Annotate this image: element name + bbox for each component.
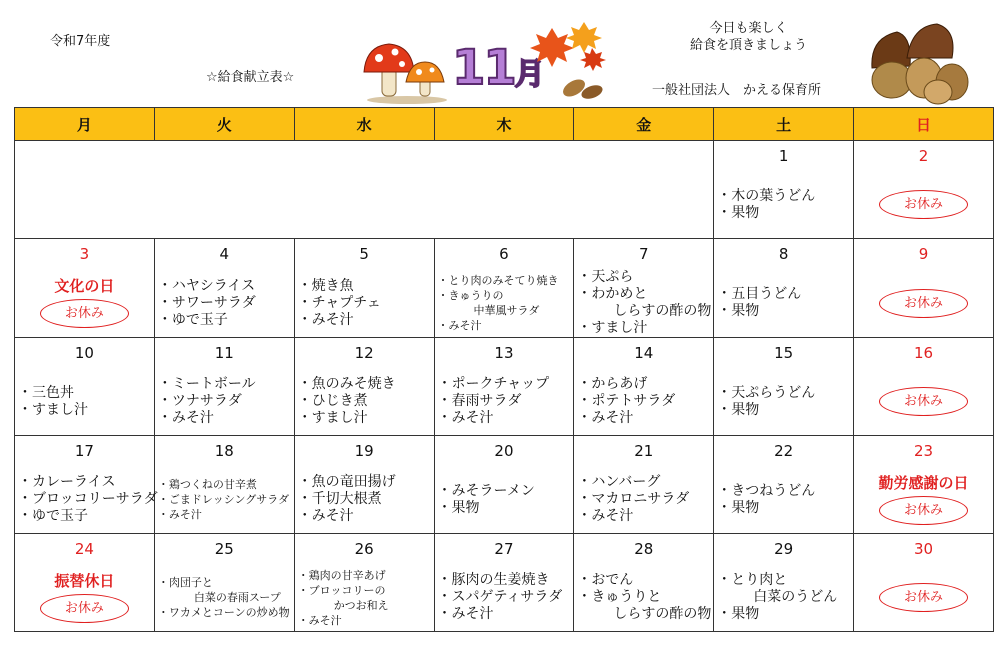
menu-item: ・ワカメとコーンの炒め物: [157, 606, 290, 619]
menu-item: ・鶏肉の甘辛あげ: [297, 568, 386, 582]
menu-item: しらすの酢の物: [613, 606, 712, 622]
day-off-badge: お休み: [879, 190, 968, 219]
menu-cell: [294, 269, 434, 338]
menu-item: ・果物: [717, 606, 760, 622]
menu-cell: [434, 368, 574, 436]
menu-item: かつお和え: [333, 598, 389, 612]
week-menu-row: [15, 269, 994, 338]
menu-item: ・ゆで玉子: [18, 508, 88, 524]
menu-item: 白菜の春雨スープ: [193, 591, 281, 604]
date-number: 27: [434, 534, 574, 565]
menu-item: しらすの酢の物: [613, 303, 712, 319]
menu-cell: [714, 368, 854, 436]
date-number: 20: [434, 436, 574, 467]
organization-name: 一般社団法人 かえる保育所: [652, 83, 822, 98]
menu-cell: [294, 564, 434, 632]
holiday-cell: [15, 564, 155, 632]
date-number: 25: [154, 534, 294, 565]
menu-cell: [15, 368, 155, 436]
menu-item: ・みそ汁: [437, 410, 494, 426]
chestnuts-icon: [862, 18, 972, 106]
greeting: [690, 20, 807, 54]
menu-item: ・サワーサラダ: [157, 294, 256, 311]
greeting-line-1: 今日も楽しく: [709, 21, 788, 36]
day-off-badge: お休み: [879, 496, 968, 525]
weekday-mon: 月: [15, 108, 155, 141]
menu-item: ・きゅうりと: [577, 589, 662, 605]
menu-cell: [154, 564, 294, 632]
date-number: 28: [574, 534, 714, 565]
menu-item: ・ポークチャップ: [437, 376, 550, 392]
date-number: 12: [294, 338, 434, 369]
date-number: 18: [154, 436, 294, 467]
menu-item: ・魚の竜田揚げ: [297, 474, 396, 490]
date-number: 11: [154, 338, 294, 369]
menu-item: ・きゅうりの: [437, 289, 504, 302]
date-number: 22: [714, 436, 854, 467]
menu-cell: [15, 466, 158, 534]
menu-item: ・チャプチェ: [297, 294, 381, 311]
menu-item: ・ブロッコリーの: [297, 583, 386, 597]
date-number: 29: [714, 534, 854, 565]
menu-item: ・わかめと: [577, 286, 648, 302]
fiscal-year: 令和7年度: [50, 34, 111, 49]
maple-leaves-icon: [522, 18, 617, 103]
date-number: 13: [434, 338, 574, 369]
menu-item: ・天ぷらうどん: [717, 384, 816, 401]
menu-item: ・ポテトサラダ: [577, 393, 676, 409]
menu-cell: [154, 466, 294, 534]
menu-item: ・きつねうどん: [717, 482, 816, 499]
menu-item: ・とり肉と: [717, 572, 788, 588]
date-number: 16: [854, 338, 994, 369]
date-number: 19: [294, 436, 434, 467]
week-date-row: [15, 436, 994, 467]
menu-item: ・みそ汁: [437, 319, 482, 332]
weekday-wed: 水: [294, 108, 434, 141]
menu-item: ・みそ汁: [577, 508, 634, 524]
mushroom-icon: [362, 40, 452, 105]
menu-cell: [714, 171, 854, 239]
week-date-row: [15, 534, 994, 565]
menu-item: ・肉団子と: [157, 576, 213, 589]
menu-item: ・果物: [717, 303, 760, 319]
holiday-name: 文化の日: [54, 277, 115, 295]
date-number: 4: [154, 239, 294, 270]
menu-item: ・ハヤシライス: [157, 277, 256, 294]
day-off-badge: お休み: [879, 289, 968, 318]
holiday-name: 振替休日: [54, 571, 115, 590]
date-number: 5: [294, 239, 434, 270]
menu-item: ・スパゲティサラダ: [437, 589, 563, 605]
week-menu-row: [15, 564, 994, 632]
menu-item: ・果物: [717, 499, 760, 516]
menu-item: ・からあげ: [577, 376, 648, 392]
menu-cell: [714, 564, 854, 632]
date-number: 15: [714, 338, 854, 369]
menu-item: 中華風サラダ: [473, 304, 540, 317]
menu-item: ・みそ汁: [437, 606, 494, 622]
menu-item: ・ツナサラダ: [157, 393, 242, 409]
menu-item: ・みそ汁: [577, 410, 634, 426]
holiday-cell: [854, 564, 994, 632]
menu-item: ・ブロッコリーサラダ: [18, 491, 158, 507]
week-date-row: [15, 141, 994, 172]
menu-cell: [154, 269, 294, 338]
date-number: 2: [854, 141, 994, 172]
menu-cell: [574, 564, 714, 632]
month-kanji: 月: [514, 57, 543, 92]
menu-item: ・すまし汁: [297, 410, 368, 426]
week-date-row: [15, 239, 994, 270]
menu-calendar: [14, 107, 994, 632]
menu-title: ☆給食献立表☆: [206, 70, 295, 85]
menu-item: ・春雨サラダ: [437, 393, 522, 409]
date-number: 14: [574, 338, 714, 369]
menu-cell: [714, 269, 854, 338]
greeting-line-2: 給食を頂きましょう: [690, 38, 808, 53]
menu-item: ・みそ汁: [297, 508, 354, 524]
date-number: 8: [714, 239, 854, 270]
menu-item: ・天ぷら: [577, 269, 634, 285]
menu-item: ・果物: [437, 499, 480, 516]
week-menu-row: [15, 466, 994, 534]
menu-item: ・みそ汁: [157, 508, 202, 521]
menu-cell: [154, 368, 294, 436]
day-off-badge: お休み: [879, 583, 968, 612]
menu-item: ・みそラーメン: [437, 482, 535, 499]
menu-item: ・すまし汁: [18, 401, 88, 418]
date-number: 24: [15, 534, 155, 565]
empty-cell: [15, 141, 714, 239]
date-number: 21: [574, 436, 714, 467]
day-off-badge: お休み: [879, 387, 968, 416]
menu-item: ・ハンバーグ: [577, 474, 661, 490]
menu-cell: [294, 368, 434, 436]
date-number: 9: [854, 239, 994, 270]
day-off-badge: お休み: [40, 299, 129, 328]
date-number: 10: [15, 338, 155, 369]
menu-item: ・木の葉うどん: [717, 187, 816, 204]
menu-cell: [434, 269, 574, 338]
date-number: 3: [15, 239, 155, 270]
menu-item: ・魚のみそ焼き: [297, 376, 396, 392]
date-number: 6: [434, 239, 574, 270]
date-number: 17: [15, 436, 155, 467]
holiday-cell: [854, 466, 994, 534]
menu-item: ・五目うどん: [717, 286, 802, 302]
month-number: 11: [452, 40, 515, 96]
menu-item: ・みそ汁: [297, 311, 354, 328]
weekday-thu: 木: [434, 108, 574, 141]
menu-item: ・ひじき煮: [297, 393, 368, 409]
holiday-cell: [15, 269, 155, 338]
date-number: 23: [854, 436, 994, 467]
holiday-name: 勤労感謝の日: [878, 473, 969, 492]
date-number: 30: [854, 534, 994, 565]
holiday-cell: [854, 269, 994, 338]
date-number: 26: [294, 534, 434, 565]
menu-item: ・みそ汁: [157, 410, 214, 426]
holiday-cell: [854, 171, 994, 239]
menu-item: ・豚肉の生姜焼き: [437, 572, 550, 588]
week-date-row: [15, 338, 994, 369]
menu-item: ・果物: [717, 204, 760, 221]
menu-item: 白菜のうどん: [753, 589, 838, 605]
menu-item: ・千切大根煮: [297, 491, 382, 507]
menu-cell: [574, 269, 714, 338]
menu-item: ・カレーライス: [18, 474, 116, 490]
menu-item: ・とり肉のみそてり焼き: [437, 274, 559, 287]
menu-cell: [574, 466, 714, 534]
menu-cell: [434, 564, 574, 632]
menu-item: ・ゆで玉子: [157, 311, 228, 328]
menu-cell: [714, 466, 854, 534]
weekday-header-row: [15, 108, 994, 141]
menu-cell: [434, 466, 574, 534]
weekday-fri: 金: [574, 108, 714, 141]
date-number: 7: [574, 239, 714, 270]
menu-item: ・ミートボール: [157, 376, 256, 392]
menu-item: ・果物: [717, 401, 760, 418]
menu-item: ・ごまドレッシングサラダ: [157, 493, 290, 506]
weekday-sat: 土: [714, 108, 854, 141]
menu-cell: [574, 368, 714, 436]
menu-item: ・鶏つくねの甘辛煮: [157, 478, 257, 491]
day-off-badge: お休み: [40, 594, 129, 623]
menu-item: ・すまし汁: [577, 320, 648, 336]
calendar-body: [15, 141, 994, 632]
holiday-cell: [854, 368, 994, 436]
week-menu-row: [15, 368, 994, 436]
menu-item: ・おでん: [577, 572, 634, 588]
menu-item: ・マカロニサラダ: [577, 491, 690, 507]
menu-item: ・焼き魚: [297, 277, 354, 294]
menu-cell: [294, 466, 434, 534]
menu-item: ・三色丼: [18, 384, 74, 401]
menu-item: ・みそ汁: [297, 613, 342, 627]
date-number: 1: [714, 141, 854, 172]
weekday-tue: 火: [154, 108, 294, 141]
weekday-sun: 日: [854, 108, 994, 141]
